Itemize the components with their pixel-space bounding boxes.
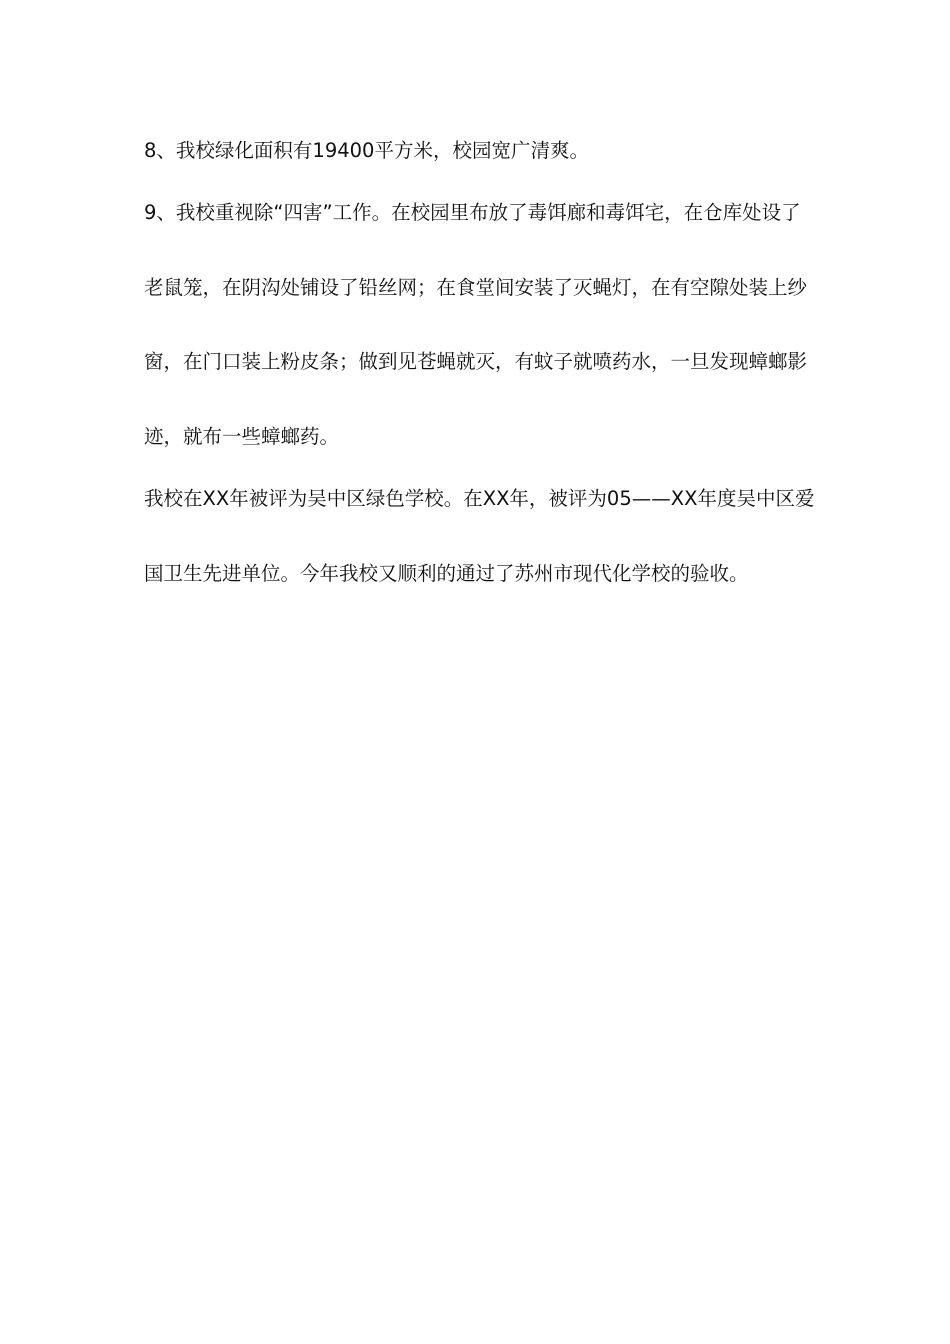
paragraph-awards-line-1: 我校在XX年被评为吴中区绿色学校。在XX年，被评为05——XX年度吴中区爱: [144, 487, 815, 510]
paragraph-9-line-4: 迹，就布一些蟑螂药。: [144, 425, 340, 448]
paragraph-awards-line-2: 国卫生先进单位。今年我校又顺利的通过了苏州市现代化学校的验收。: [144, 562, 749, 585]
paragraph-9-line-1: 9、我校重视除“四害”工作。在校园里布放了毒饵廊和毒饵宅，在仓库处设了: [144, 201, 801, 224]
paragraph-8-line-1: 8、我校绿化面积有19400平方米，校园宽广清爽。: [144, 139, 589, 162]
paragraph-9-line-2: 老鼠笼，在阴沟处铺设了铅丝网；在食堂间安装了灭蝇灯，在有空隙处装上纱: [144, 276, 808, 299]
paragraph-9-line-3: 窗，在门口装上粉皮条；做到见苍蝇就灭，有蚊子就喷药水，一旦发现蟑螂影: [144, 350, 808, 373]
